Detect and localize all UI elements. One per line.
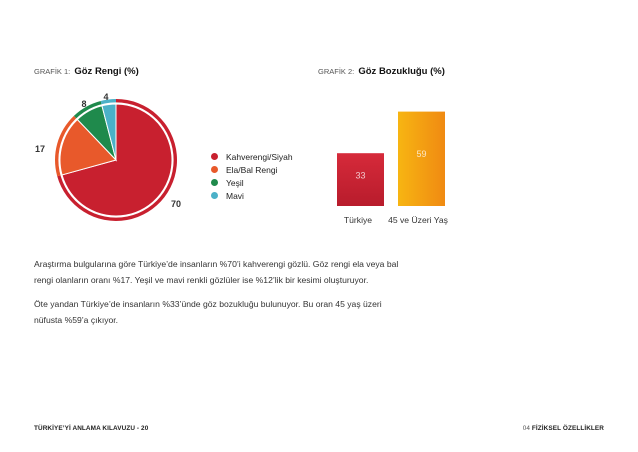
- bar-category-label-turkiye: Türkiye: [343, 215, 373, 225]
- footer-chapter-title: FİZİKSEL ÖZELLİKLER: [531, 425, 604, 432]
- paragraph-eye-disorder-line-2: nüfusta %59’a çıkıyor.: [34, 315, 119, 325]
- legend-dot-kahverengi: [211, 153, 218, 160]
- footer-right: [523, 425, 604, 432]
- legend-item-mavi: [211, 189, 293, 202]
- legend-dot-yesil: [211, 179, 218, 186]
- chart2-title-text: Göz Bozukluğu (%): [358, 66, 445, 77]
- pie-value-label-yesil: 8: [81, 99, 87, 109]
- footer-left: TÜRKİYE’Yİ ANLAMA KILAVUZU - 20: [34, 425, 149, 432]
- chart1-prefix: GRAFİK 1:: [34, 67, 71, 76]
- legend-label-ela: Ela/Bal Rengi: [226, 164, 278, 175]
- legend-dot-ela: [211, 166, 218, 173]
- chart1-title-text: Göz Rengi (%): [74, 66, 139, 77]
- pie-value-label-mavi: 4: [103, 92, 109, 102]
- paragraph-eye-color-line-1: Araştırma bulgularına göre Türkiye’de insanların %70’i kahverengi gözlü. Göz rengi ela veya bal: [34, 259, 399, 269]
- pie-value-label-kahverengi: 70: [170, 199, 182, 209]
- legend-label-mavi: Mavi: [226, 190, 244, 201]
- footer-chapter-number: 04: [522, 425, 531, 432]
- legend-item-kahverengi: [211, 150, 293, 163]
- legend-dot-mavi: [211, 192, 218, 199]
- bar-value-label-45-ve-uzeri: 59: [416, 148, 427, 159]
- eye-color-pie-chart: [0, 0, 300, 240]
- paragraph-eye-color-line-2: rengi olanların oranı %17. Yeşil ve mavi renkli gözlüler ise %12’lik bir kesimi oluşturuyor.: [34, 275, 369, 285]
- paragraph-eye-color: [34, 256, 414, 288]
- legend-label-kahverengi: Kahverengi/Siyah: [226, 151, 293, 162]
- pie-legend: [211, 150, 293, 202]
- legend-item-ela: [211, 163, 293, 176]
- eye-disorder-bar-chart: [300, 0, 638, 240]
- legend-item-yesil: [211, 176, 293, 189]
- pie-value-label-ela: 17: [34, 144, 46, 154]
- bar-value-label-turkiye: 33: [355, 170, 366, 181]
- bar-category-label-45-ve-uzeri: 45 ve Üzeri Yaş: [388, 215, 448, 225]
- paragraph-eye-disorder-line-1: Öte yandan Türkiye’de insanların %33’ünde göz bozukluğu bulunuyor. Bu oran 45 yaş üzeri: [34, 299, 382, 309]
- chart2-prefix: GRAFİK 2:: [318, 67, 355, 76]
- legend-label-yesil: Yeşil: [226, 177, 244, 188]
- paragraph-eye-disorder: [34, 296, 414, 328]
